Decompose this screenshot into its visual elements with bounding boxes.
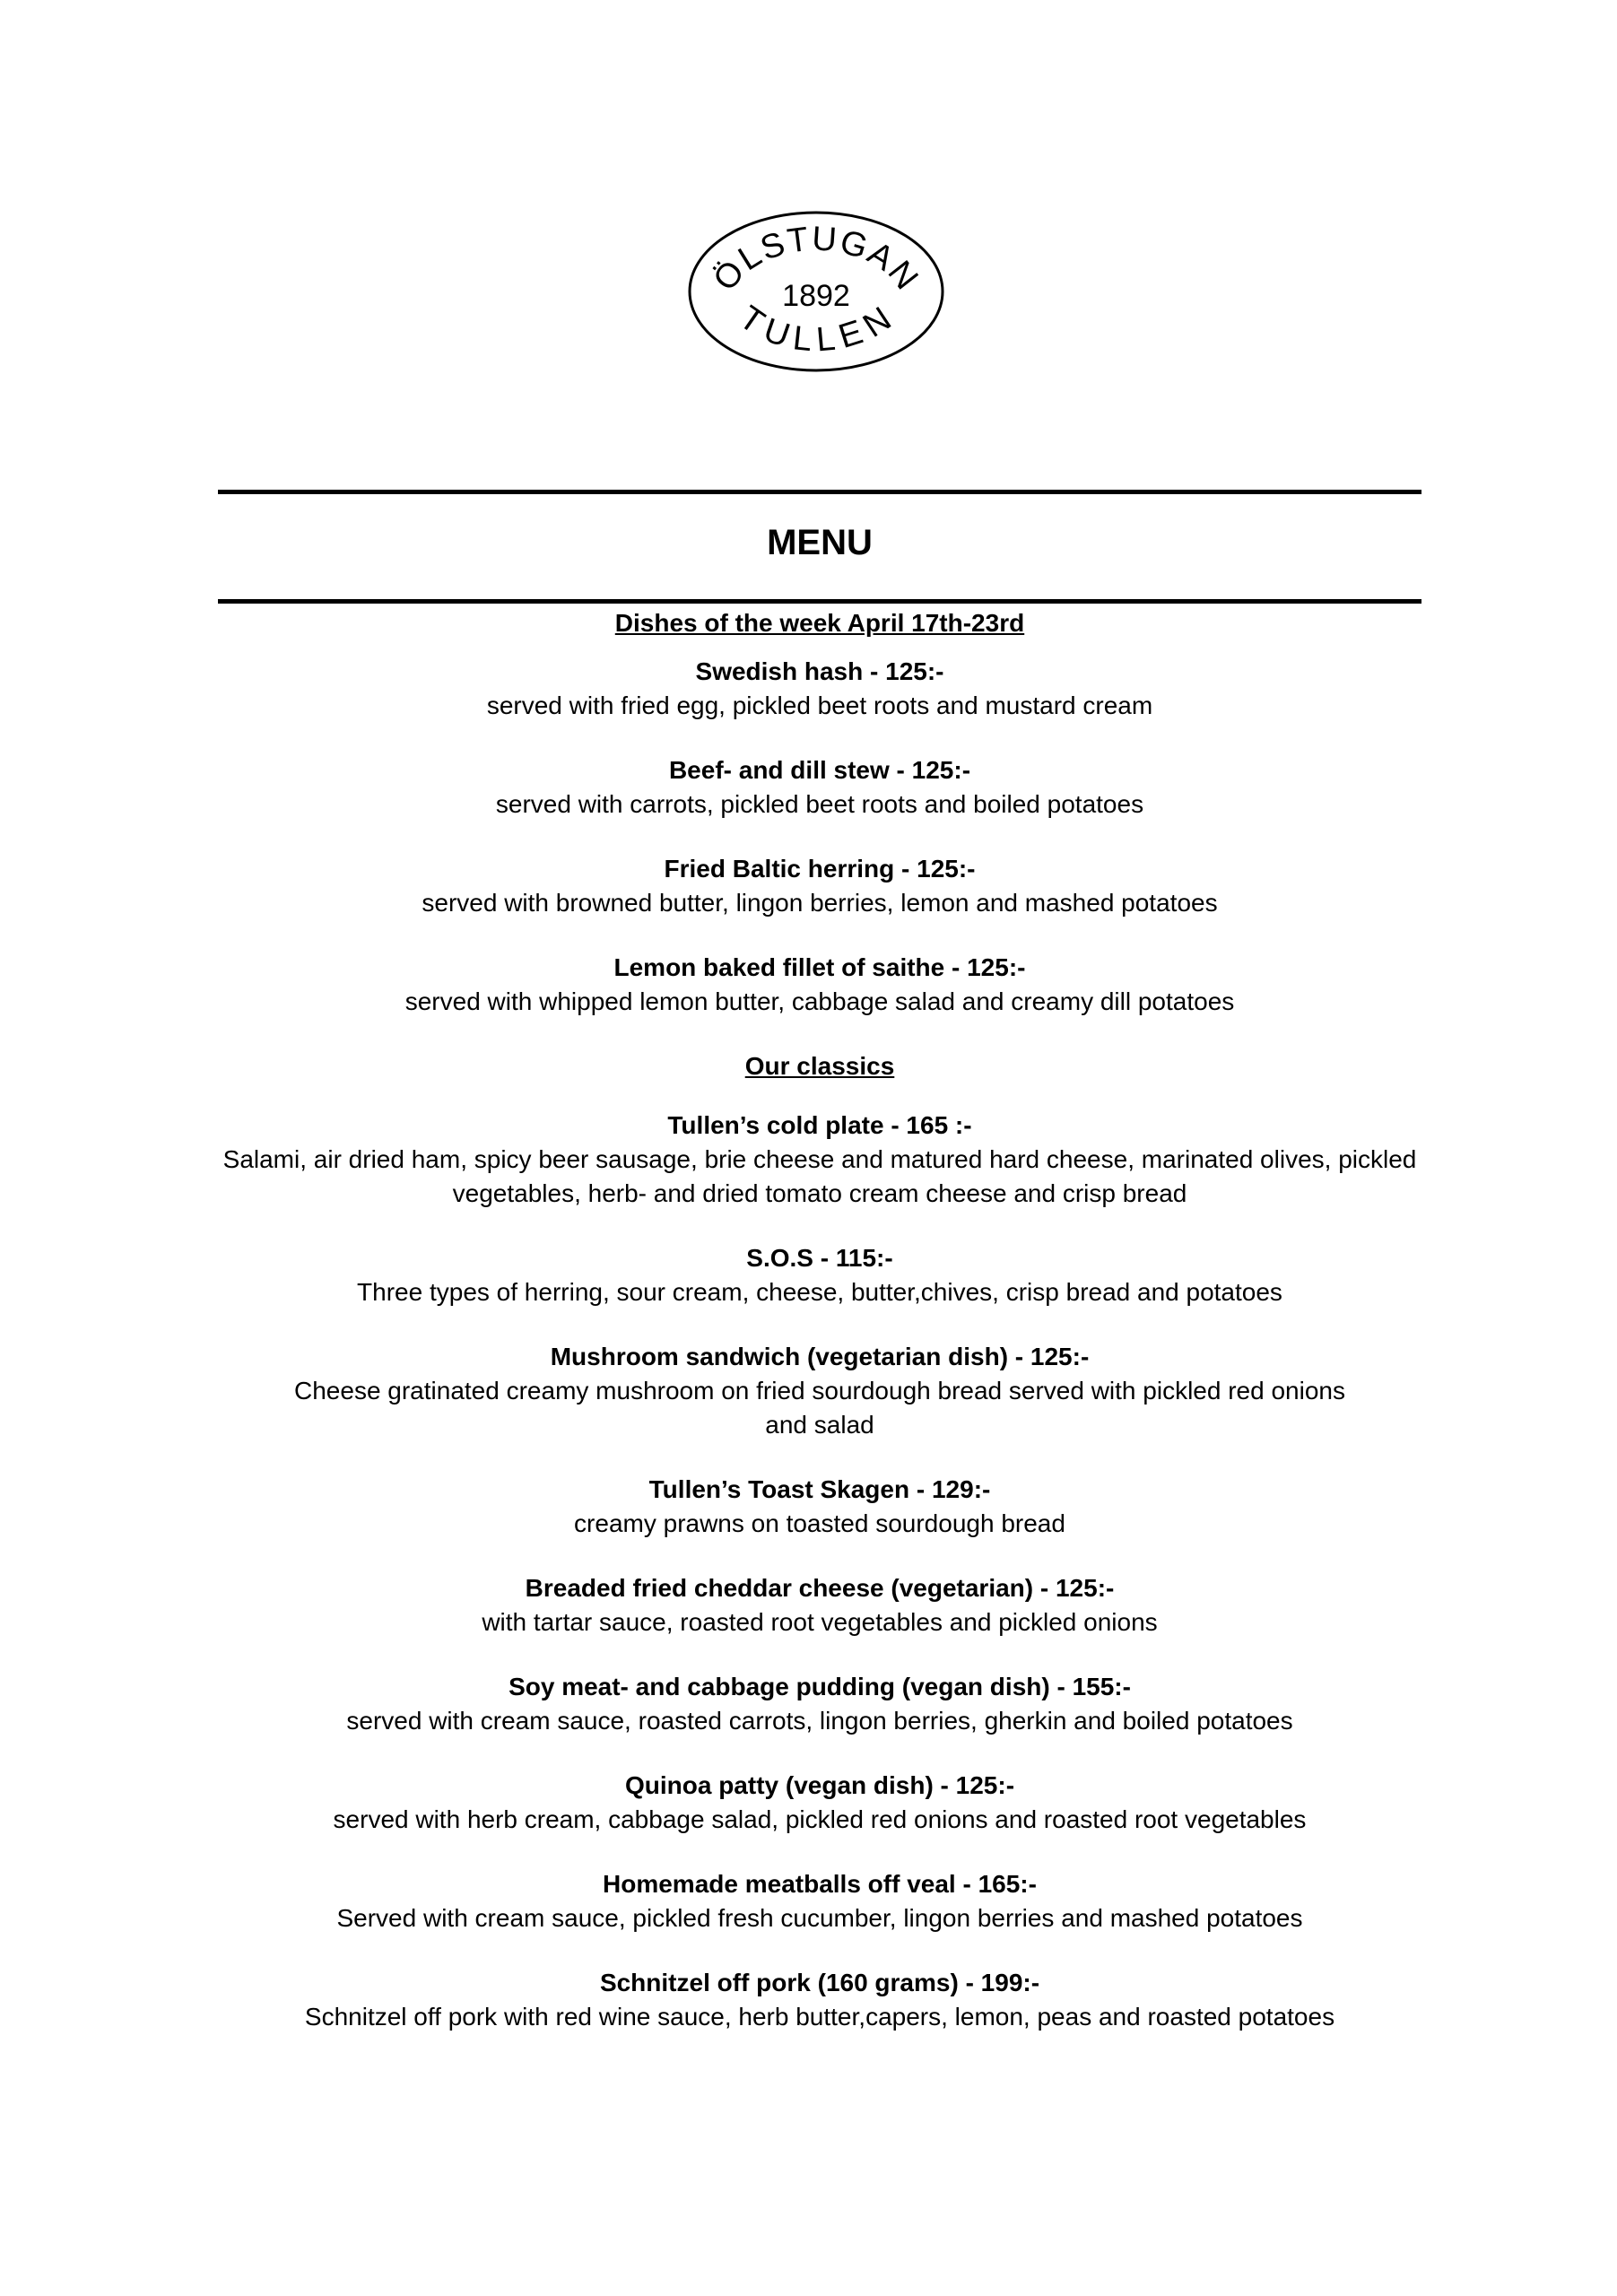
- dish-title: Tullen’s Toast Skagen - 129:-: [648, 1475, 991, 1503]
- classic-dish: [218, 1867, 1421, 1935]
- dish-description: Cheese gratinated creamy mushroom on fried sourdough bread served with pickled red onions and salad: [294, 1377, 1345, 1439]
- weekly-dish: [218, 655, 1421, 723]
- dish-title: Homemade meatballs off veal - 165:-: [603, 1870, 1037, 1898]
- classic-dish: [218, 1670, 1421, 1738]
- weekly-dish: [218, 951, 1421, 1019]
- top-divider: [218, 490, 1421, 494]
- dish-title: Swedish hash - 125:-: [695, 657, 944, 685]
- classic-dish: [218, 1109, 1421, 1211]
- dish-description: Three types of herring, sour cream, cheese, butter,chives, crisp bread and potatoes: [357, 1278, 1282, 1306]
- weekly-heading: Dishes of the week April 17th-23rd: [614, 609, 1025, 637]
- dish-title: S.O.S - 115:-: [746, 1244, 893, 1272]
- weekly-dish: [218, 852, 1421, 920]
- dish-title: Mushroom sandwich (vegetarian dish) - 125:-: [550, 1343, 1090, 1370]
- bottom-divider: [218, 599, 1421, 604]
- classic-dish: [218, 1241, 1421, 1309]
- dish-description: served with whipped lemon butter, cabbage salad and creamy dill potatoes: [404, 987, 1235, 1015]
- dish-description: creamy prawns on toasted sourdough bread: [574, 1509, 1065, 1537]
- dish-description: served with carrots, pickled beet roots and boiled potatoes: [495, 790, 1144, 818]
- dish-description: with tartar sauce, roasted root vegetables and pickled onions: [482, 1608, 1158, 1636]
- classic-dish: [218, 1769, 1421, 1837]
- dish-description: Served with cream sauce, pickled fresh cucumber, lingon berries and mashed potatoes: [336, 1904, 1303, 1932]
- dish-title: Lemon baked fillet of saithe - 125:-: [613, 953, 1026, 981]
- classics-heading: Our classics: [744, 1052, 895, 1080]
- dish-description: served with cream sauce, roasted carrots, lingon berries, gherkin and boiled potatoes: [346, 1707, 1293, 1735]
- dish-description: Schnitzel off pork with red wine sauce, herb butter,capers, lemon, peas and roasted potatoes: [304, 2003, 1335, 2031]
- dish-title: Beef- and dill stew - 125:-: [668, 756, 971, 784]
- weekly-dish: [218, 753, 1421, 822]
- dish-description: served with fried egg, pickled beet roots and mustard cream: [486, 691, 1153, 719]
- dish-title: Tullen’s cold plate - 165 :-: [667, 1111, 972, 1139]
- classic-dish: [218, 1473, 1421, 1541]
- classic-dish: [218, 1571, 1421, 1639]
- menu-content: [218, 606, 1421, 2065]
- classic-dish: [218, 1966, 1421, 2034]
- dish-description: served with browned butter, lingon berries, lemon and mashed potatoes: [422, 889, 1218, 917]
- logo-top-text: ÖLSTUGAN: [706, 220, 926, 299]
- dish-title: Breaded fried cheddar cheese (vegetarian) - 125:-: [525, 1574, 1115, 1602]
- dish-title: Fried Baltic herring - 125:-: [664, 855, 976, 883]
- logo-year: 1892: [782, 279, 850, 313]
- dish-description: Salami, air dried ham, spicy beer sausage, brie cheese and matured hard cheese, marinated olives, pickled vegetables, herb- and dried tomato cream cheese and crisp bread: [222, 1145, 1417, 1207]
- menu-title: MENU: [767, 523, 873, 562]
- logo-bottom-text: TULLEN: [732, 299, 900, 360]
- dish-title: Soy meat- and cabbage pudding (vegan dish) - 155:-: [509, 1673, 1131, 1700]
- dish-title: Quinoa patty (vegan dish) - 125:-: [624, 1771, 1015, 1799]
- dish-title: Schnitzel off pork (160 grams) - 199:-: [599, 1969, 1040, 1996]
- dish-description: served with herb cream, cabbage salad, pickled red onions and roasted root vegetables: [333, 1805, 1307, 1833]
- classic-dish: [218, 1340, 1421, 1442]
- restaurant-logo: [682, 206, 951, 377]
